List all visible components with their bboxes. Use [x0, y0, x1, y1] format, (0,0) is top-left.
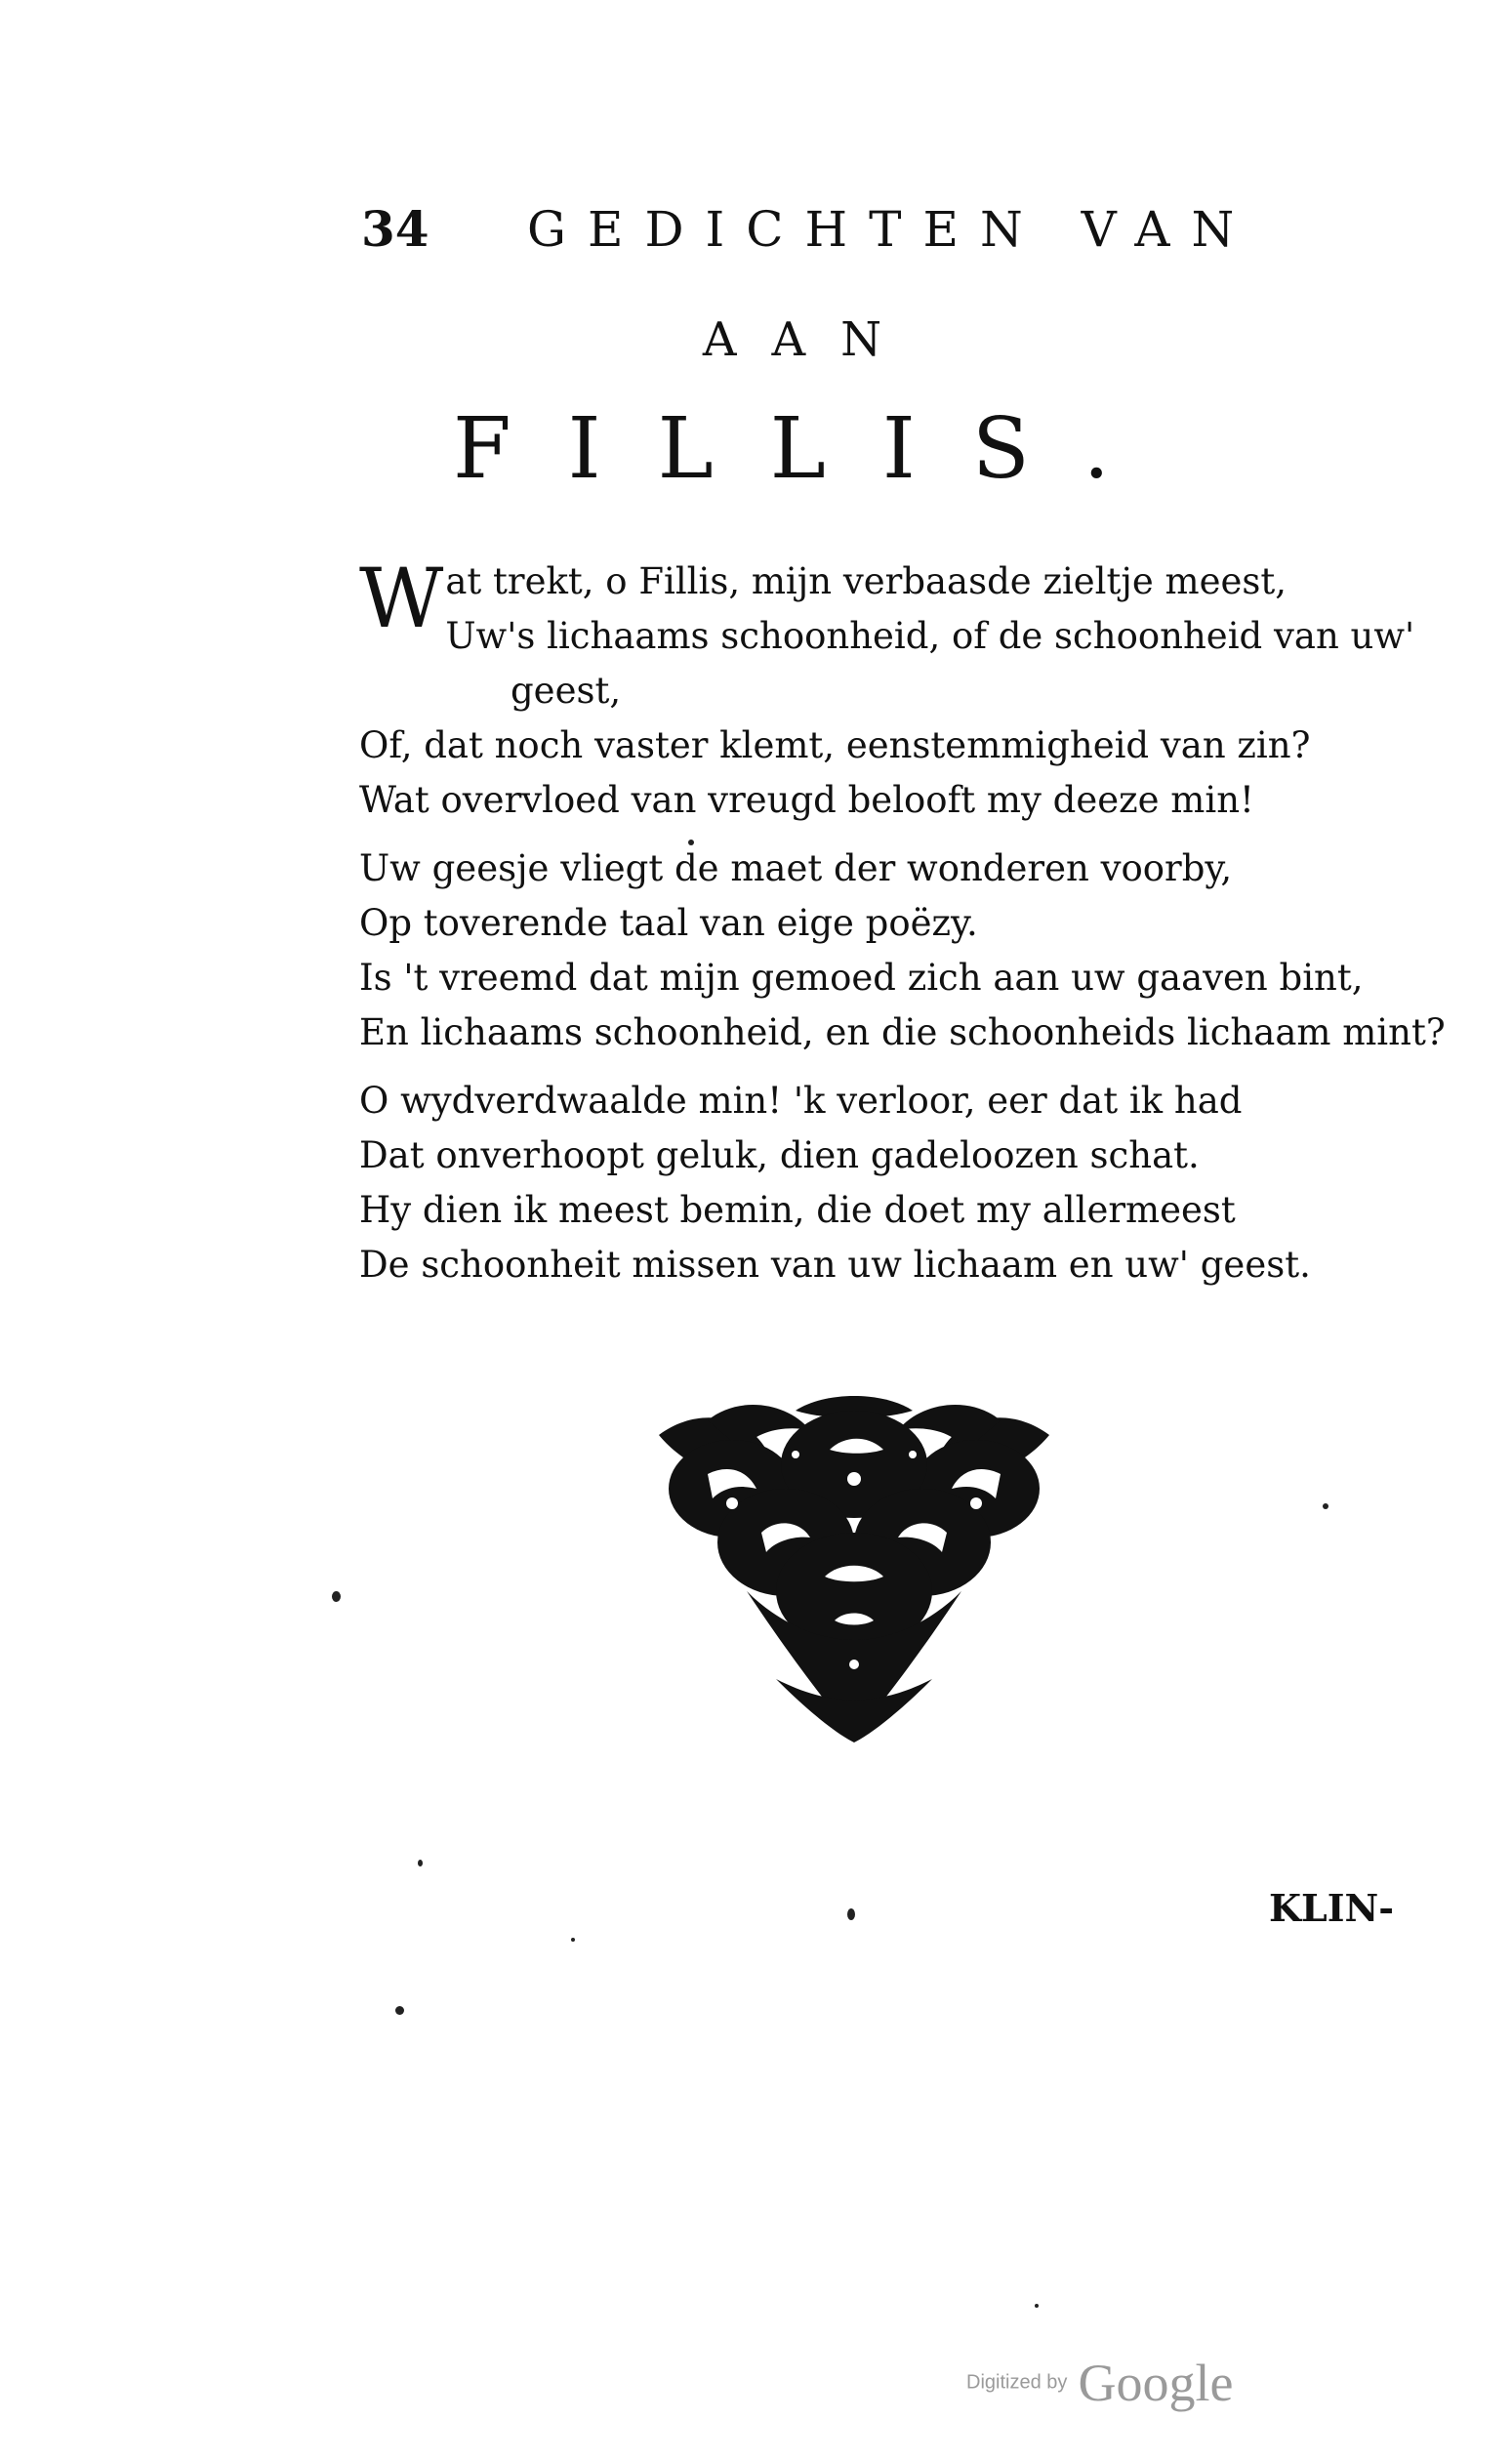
watermark-prefix: Digitized by — [966, 2371, 1068, 2394]
poem-line: Dat onverhoopt geluk, dien gadeloozen schat. — [359, 1134, 1200, 1176]
stanza — [359, 841, 1446, 1060]
poem-line: Is 't vreemd dat mijn gemoed zich aan uw gaaven bint, — [359, 957, 1364, 999]
scan-speck — [1323, 1503, 1328, 1509]
scan-speck — [688, 840, 694, 845]
stanza — [359, 1074, 1433, 1292]
scan-speck — [847, 1908, 855, 1920]
poem-line: O wydverdwaalde min! 'k verloor, eer dat ik had — [359, 1080, 1243, 1122]
digitization-watermark — [966, 2353, 1279, 2421]
poem-line: geest, — [511, 670, 622, 712]
scan-speck — [571, 1938, 575, 1942]
poem-line: Uw's lichaams schoonheid, of de schoonheid van uw' — [445, 615, 1415, 657]
running-head: GEDICHTEN VAN — [527, 201, 1256, 258]
catchword: KLIN- — [1269, 1886, 1395, 1930]
poem-title-line-1: AAN — [702, 312, 918, 367]
poem-line: Op toverende taal van eige poëzy. — [359, 902, 978, 944]
page-number: 34 — [361, 200, 429, 258]
drop-cap: W — [359, 551, 444, 646]
scan-speck — [395, 2006, 404, 2015]
poem-line: Uw geesje vliegt de maet der wonderen voorby, — [359, 847, 1233, 889]
stanza — [359, 551, 1433, 828]
page-header — [361, 195, 1259, 264]
poem-line: Hy dien ik meest bemin, die doet my allermeest — [359, 1189, 1236, 1231]
scan-speck — [1035, 2304, 1039, 2308]
poem-title-line-2: FILLIS. — [452, 400, 1167, 498]
scan-speck — [418, 1860, 423, 1866]
scan-speck — [332, 1591, 341, 1602]
poem-line: En lichaams schoonheid, en die schoonheids lichaam mint? — [359, 1011, 1446, 1053]
poem-line: at trekt, o Fillis, mijn verbaasde zieltje meest, — [445, 560, 1287, 602]
poem-line: Wat overvloed van vreugd belooft my deeze min! — [359, 779, 1254, 821]
poem-line: De schoonheit missen van uw lichaam en uw' geest. — [359, 1244, 1311, 1286]
poem-line: Of, dat noch vaster klemt, eenstemmigheid van zin? — [359, 724, 1311, 766]
poem-body — [359, 551, 1446, 1306]
floral-ornament-icon — [639, 1396, 1069, 1747]
watermark-brand: Google — [1078, 2354, 1234, 2412]
